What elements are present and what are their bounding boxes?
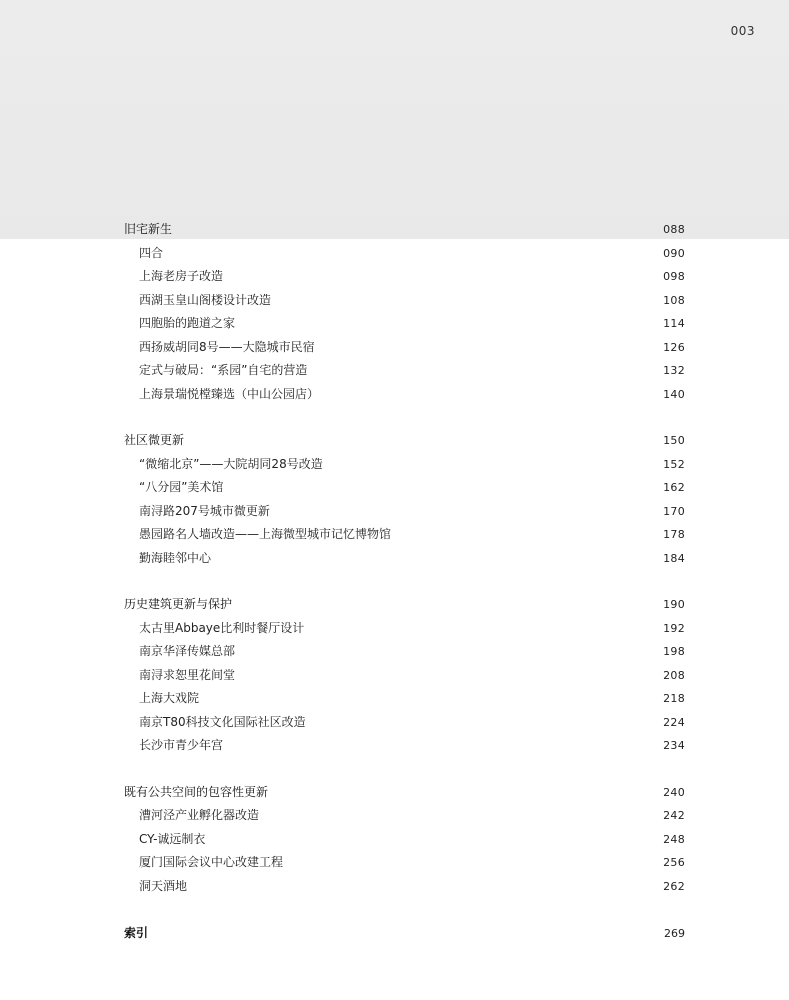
toc-section: [124, 218, 685, 406]
toc-entry[interactable]: [124, 359, 685, 383]
entry-title: 洞天酒地: [139, 878, 188, 893]
entry-page: 170: [663, 504, 685, 518]
entry-title: 长沙市青少年宫: [139, 738, 224, 752]
table-of-contents: [124, 218, 685, 921]
toc-entry[interactable]: [124, 523, 685, 547]
toc-entry[interactable]: [124, 804, 685, 828]
entry-page: 140: [663, 387, 685, 401]
section-heading[interactable]: [124, 218, 685, 242]
entry-title: 南京T80科技文化国际社区改造: [139, 714, 306, 729]
entry-title: 上海老房子改造: [139, 269, 224, 283]
entry-title: 南浔路207号城市微更新: [139, 503, 270, 518]
toc-entry[interactable]: [124, 242, 685, 266]
toc-entry[interactable]: [124, 476, 685, 500]
entry-page: 242: [663, 809, 685, 822]
entry-title: 西湖玉皇山阁楼设计改造: [139, 292, 272, 307]
entry-page: 262: [663, 879, 685, 893]
toc-entry[interactable]: [124, 312, 685, 336]
toc-entry[interactable]: [124, 617, 685, 641]
section-heading[interactable]: [124, 781, 685, 805]
entry-title: CY-诚远制衣: [139, 831, 206, 846]
toc-section: [124, 781, 685, 899]
section-page: 190: [663, 598, 685, 611]
entry-title: 南浔求恕里花间堂: [139, 667, 236, 682]
entry-title: 厦门国际会议中心改建工程: [139, 855, 284, 869]
entry-page: 192: [663, 621, 685, 635]
entry-page: 108: [663, 293, 685, 307]
entry-page: 098: [663, 270, 685, 283]
entry-page: 208: [663, 668, 685, 682]
page-number: 003: [730, 24, 755, 38]
toc-entry[interactable]: [124, 828, 685, 852]
section-heading[interactable]: [124, 593, 685, 617]
section-title: 旧宅新生: [124, 222, 173, 236]
entry-page: 256: [663, 856, 685, 869]
entry-page: 162: [663, 481, 685, 494]
entry-page: 152: [663, 457, 685, 471]
toc-entry[interactable]: [124, 875, 685, 899]
entry-title: 四合: [139, 245, 164, 260]
entry-page: 234: [663, 739, 685, 752]
section-page: 240: [663, 785, 685, 799]
entry-title: “八分园”美术馆: [139, 480, 224, 494]
section-title: 历史建筑更新与保护: [124, 597, 233, 611]
entry-title: 四胞胎的跑道之家: [139, 316, 236, 330]
toc-entry[interactable]: [124, 500, 685, 524]
index-page: 269: [664, 927, 685, 940]
toc-section: [124, 429, 685, 570]
toc-entry[interactable]: [124, 265, 685, 289]
toc-entry[interactable]: [124, 711, 685, 735]
toc-entry[interactable]: [124, 336, 685, 360]
entry-page: 184: [663, 551, 685, 565]
entry-title: 南京华泽传媒总部: [139, 644, 236, 658]
entry-title: 西扬威胡同8号——大隐城市民宿: [139, 339, 315, 354]
entry-page: 178: [663, 528, 685, 541]
section-title: 既有公共空间的包容性更新: [124, 784, 269, 799]
entry-title: 太古里Abbaye比利时餐厅设计: [139, 620, 305, 635]
header-band: [0, 0, 789, 239]
toc-entry[interactable]: [124, 640, 685, 664]
section-heading[interactable]: [124, 429, 685, 453]
entry-page: 114: [663, 317, 685, 330]
entry-page: 198: [663, 645, 685, 658]
section-title: 社区微更新: [124, 433, 185, 447]
index-title: 索引: [124, 926, 149, 940]
entry-title: 定式与破局：“系园”自宅的营造: [139, 363, 308, 377]
toc-entry[interactable]: [124, 664, 685, 688]
toc-entry[interactable]: [124, 687, 685, 711]
section-page: 088: [663, 223, 685, 236]
section-page: 150: [663, 434, 685, 447]
entry-page: 126: [663, 340, 685, 354]
entry-title: 勤海睦邻中心: [139, 550, 212, 565]
entry-page: 132: [663, 364, 685, 377]
toc-entry[interactable]: [124, 734, 685, 758]
toc-entry[interactable]: [124, 383, 685, 407]
toc-entry[interactable]: [124, 289, 685, 313]
toc-section: [124, 593, 685, 758]
toc-entry[interactable]: [124, 453, 685, 477]
toc-entry[interactable]: [124, 851, 685, 875]
entry-page: 218: [663, 692, 685, 705]
entry-title: 上海大戏院: [139, 691, 200, 705]
entry-page: 090: [663, 246, 685, 260]
entry-page: 248: [663, 832, 685, 846]
entry-page: 224: [663, 715, 685, 729]
entry-title: “微缩北京”——大院胡同28号改造: [139, 456, 323, 471]
entry-title: 上海景瑞悦樘臻选（中山公园店）: [139, 386, 320, 401]
entry-title: 漕河泾产业孵化器改造: [139, 808, 260, 822]
entry-title: 愚园路名人墙改造——上海微型城市记忆博物馆: [139, 527, 392, 541]
toc-entry[interactable]: [124, 547, 685, 571]
index-entry[interactable]: [124, 922, 685, 946]
